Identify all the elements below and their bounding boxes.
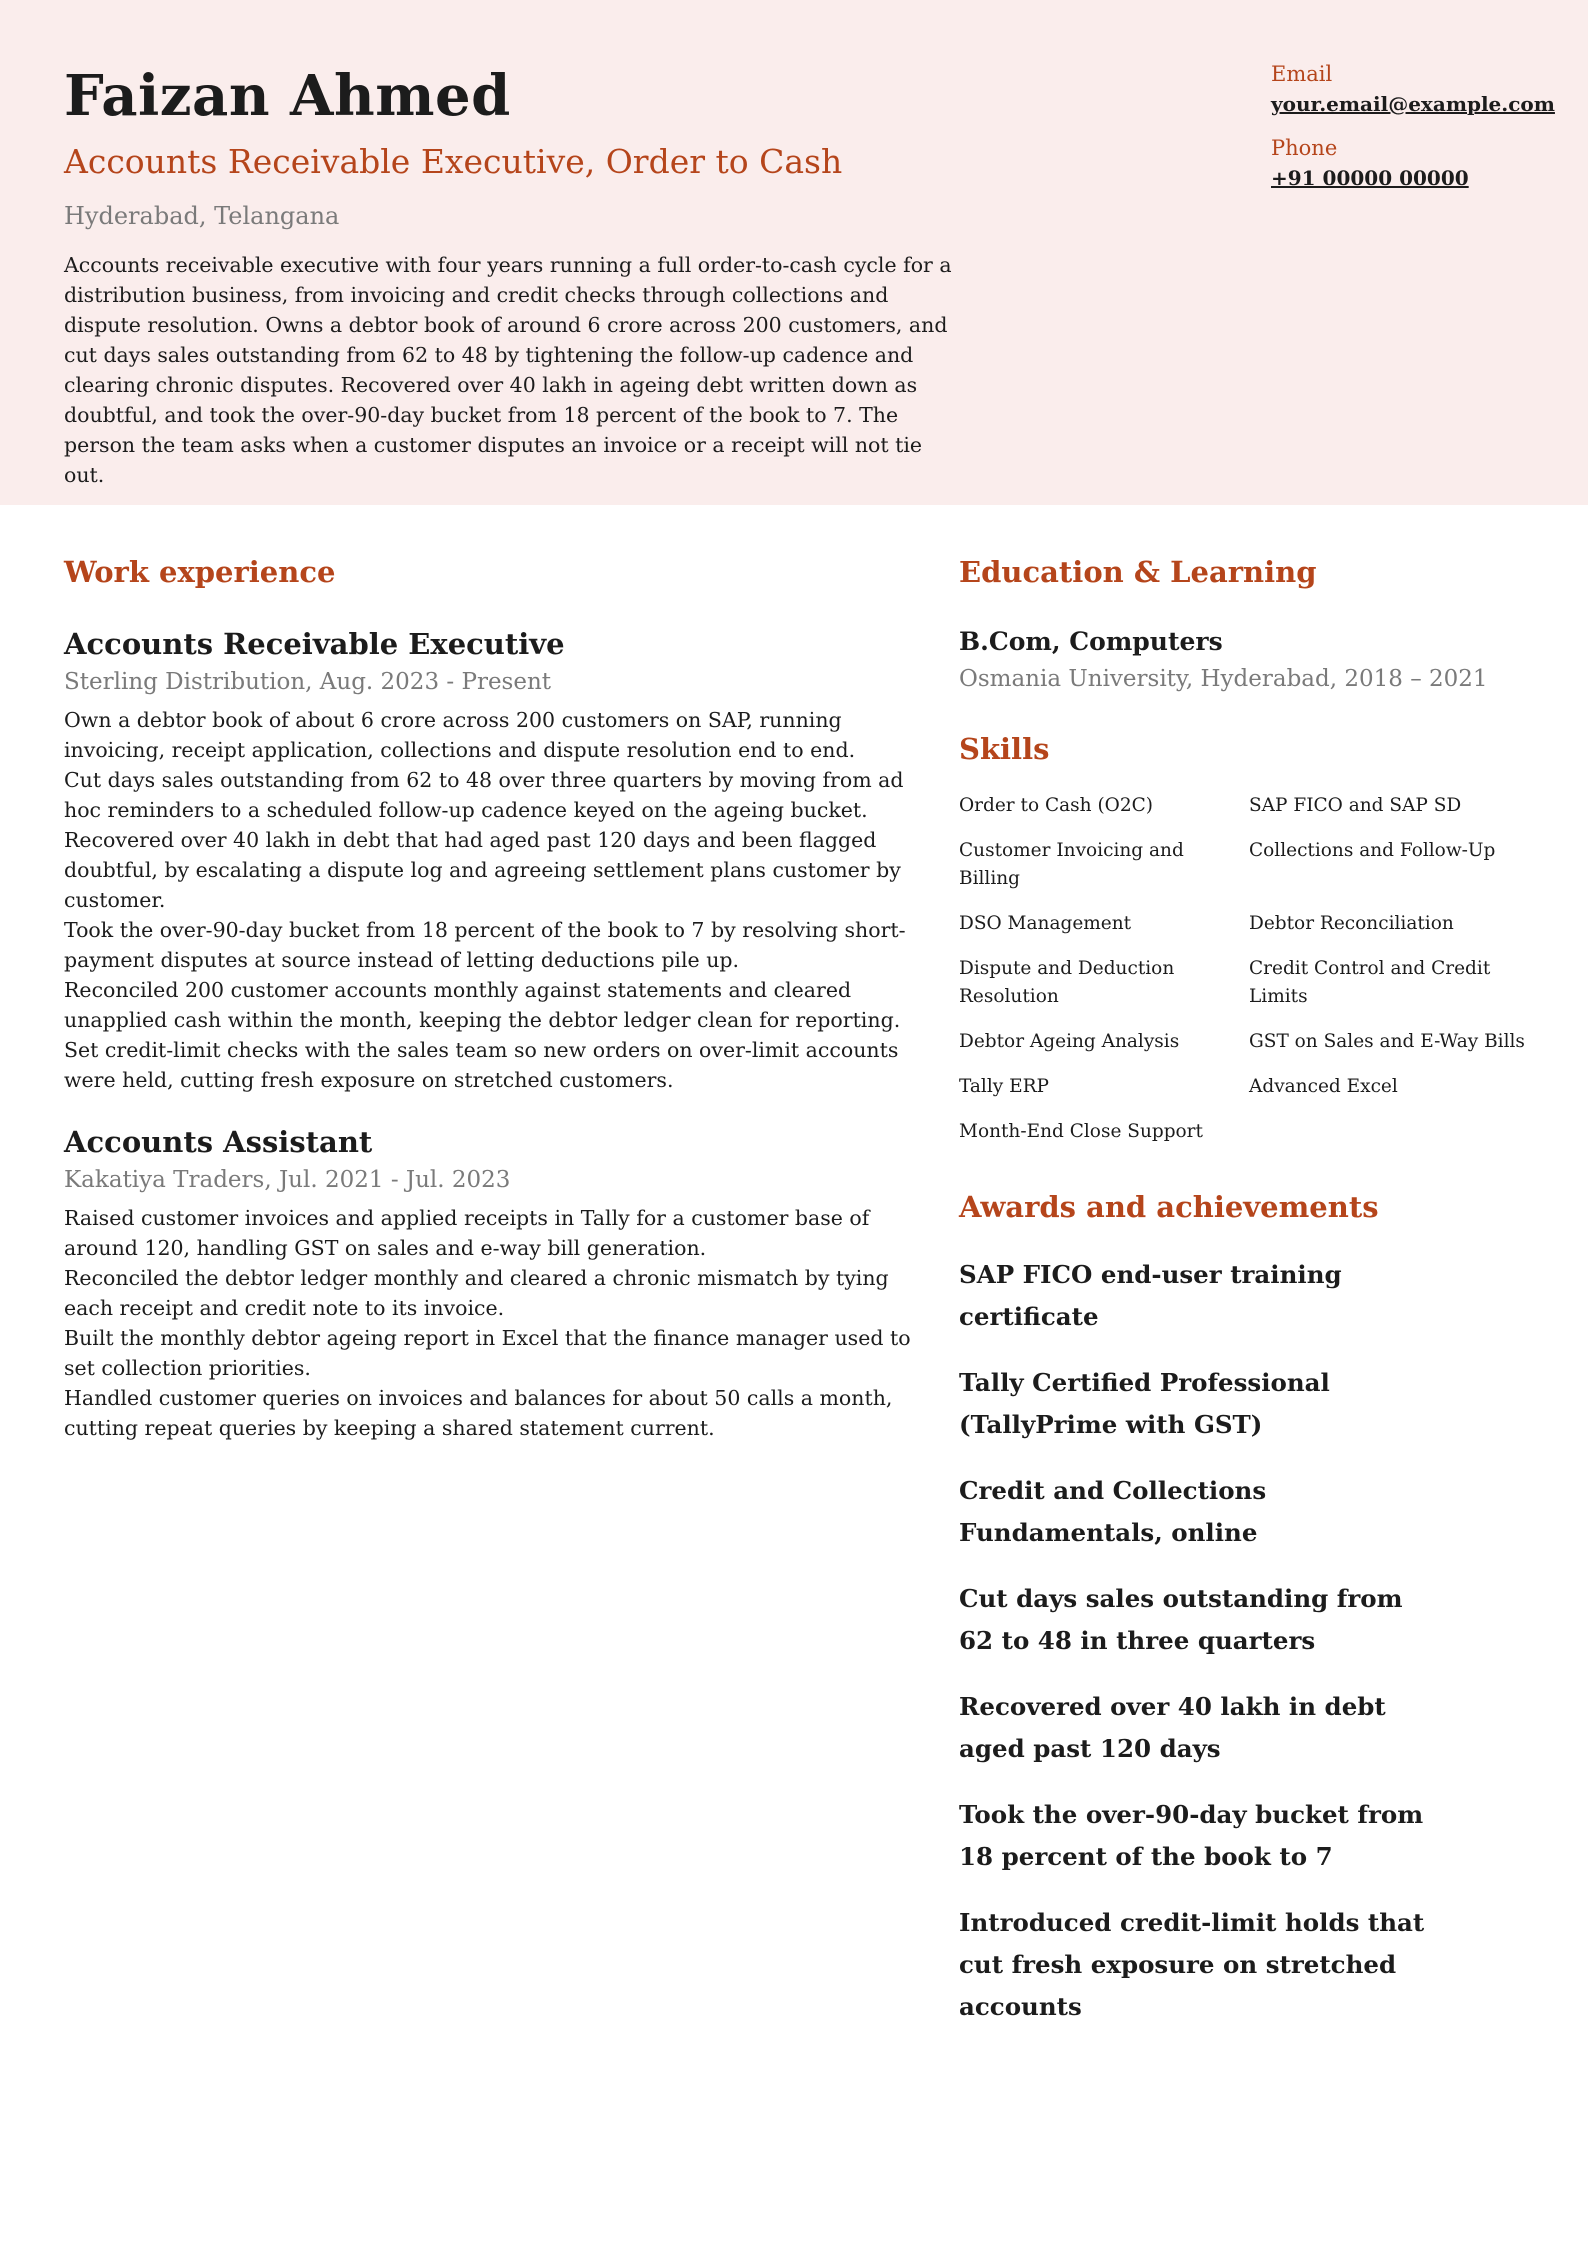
job-meta: Kakatiya Traders, Jul. 2021 - Jul. 2023: [64, 1167, 511, 1193]
sidebar-column: [959, 555, 1539, 2028]
skill-item: Month-End Close Support: [959, 1121, 1203, 1142]
job-bullet: Own a debtor book of about 6 crore across 200 customers on SAP, running invoicing, receipt application, collections and dispute resolution end to end.: [64, 708, 856, 762]
skills-grid: [959, 792, 1539, 1146]
awards-list: [959, 1254, 1539, 2028]
job-entry: [64, 1125, 924, 1443]
job-bullet: Raised customer invoices and applied receipts in Tally for a customer base of around 120, handling GST on sales and e-way bill generation.: [64, 1206, 870, 1260]
candidate-name: Faizan Ahmed: [64, 63, 511, 129]
education-section-title: Education & Learning: [959, 555, 1317, 589]
job-meta: Sterling Distribution, Aug. 2023 - Present: [64, 669, 552, 695]
skill-item: Debtor Ageing Analysis: [959, 1031, 1180, 1052]
email-link[interactable]: your.email@example.com: [1271, 92, 1555, 116]
award-item: Credit and Collections Fundamentals, online: [959, 1476, 1267, 1547]
job-bullet: Reconciled the debtor ledger monthly and cleared a chronic mismatch by tying each receipt and credit note to its invoice.: [64, 1266, 889, 1320]
skill-item: DSO Management: [959, 913, 1132, 934]
job-bullets: [64, 705, 924, 1095]
skill-item: Dispute and Deduction Resolution: [959, 958, 1175, 1007]
skill-item: Customer Invoicing and Billing: [959, 840, 1184, 889]
phone-group: [1271, 136, 1555, 190]
job-bullets: [64, 1203, 924, 1443]
job-bullet: Recovered over 40 lakh in debt that had aged past 120 days and been flagged doubtful, by escalating a dispute log and agreeing settlement plans customer by customer.: [64, 828, 901, 912]
education-meta: Osmania University, Hyderabad, 2018 – 2021: [959, 666, 1488, 692]
skill-item: Credit Control and Credit Limits: [1249, 958, 1491, 1007]
job-bullet: Built the monthly debtor ageing report in Excel that the finance manager used to set collection priorities.: [64, 1326, 911, 1380]
skill-item: Collections and Follow-Up: [1249, 840, 1496, 861]
job-entry: [64, 627, 924, 1095]
candidate-location: Hyderabad, Telangana: [64, 201, 340, 230]
candidate-headline: Accounts Receivable Executive, Order to Cash: [64, 142, 843, 182]
job-bullet: Cut days sales outstanding from 62 to 48 over three quarters by moving from ad hoc reminders to a scheduled follow-up cadence keyed on the ageing bucket.: [64, 768, 904, 822]
award-item: SAP FICO end-user training certificate: [959, 1260, 1342, 1331]
skill-item: Order to Cash (O2C): [959, 795, 1153, 816]
award-item: Tally Certified Professional (TallyPrime with GST): [959, 1368, 1330, 1439]
award-item: Introduced credit-limit holds that cut fresh exposure on stretched accounts: [959, 1908, 1425, 2021]
award-item: Recovered over 40 lakh in debt aged past 120 days: [959, 1692, 1386, 1763]
contact-block: [1271, 62, 1555, 190]
phone-link[interactable]: +91 00000 00000: [1271, 166, 1469, 190]
award-item: Cut days sales outstanding from 62 to 48 in three quarters: [959, 1584, 1403, 1655]
phone-label: Phone: [1271, 136, 1338, 160]
job-title: Accounts Receivable Executive: [64, 627, 565, 661]
work-section-title: Work experience: [64, 555, 336, 589]
award-item: Took the over-90-day bucket from 18 percent of the book to 7: [959, 1800, 1424, 1871]
skill-item: Advanced Excel: [1249, 1076, 1398, 1097]
resume-header: [0, 0, 1588, 505]
job-bullet: Handled customer queries on invoices and balances for about 50 calls a month, cutting repeat queries by keeping a shared statement current.: [64, 1386, 893, 1440]
job-bullet: Took the over-90-day bucket from 18 percent of the book to 7 by resolving short-payment disputes at source instead of letting deductions pile up.: [64, 918, 906, 972]
skills-section-title: Skills: [959, 732, 1050, 766]
awards-section-title: Awards and achievements: [959, 1190, 1379, 1224]
skill-item: Debtor Reconciliation: [1249, 913, 1454, 934]
skill-item: Tally ERP: [959, 1076, 1049, 1097]
email-label: Email: [1271, 62, 1333, 86]
email-group: [1271, 62, 1555, 116]
job-bullet: Set credit-limit checks with the sales team so new orders on over-limit accounts were held, cutting fresh exposure on stretched customers.: [64, 1038, 899, 1092]
work-column: [64, 555, 924, 1443]
job-title: Accounts Assistant: [64, 1125, 373, 1159]
profile-summary: Accounts receivable executive with four years running a full order-to-cash cycle for a distribution business, from invoicing and credit checks through collections and dispute resolution. Owns a debtor book of around 6 crore across 200 customers, and cut days sales outstanding from 62 to 48 by tightening the follow-up cadence and clearing chronic disputes. Recovered over 40 lakh in ageing debt written down as doubtful, and took the over-90-day bucket from 18 percent of the book to 7. The person the team asks when a customer disputes an invoice or a receipt will not tie out.: [64, 252, 952, 487]
skill-item: SAP FICO and SAP SD: [1249, 795, 1462, 816]
job-bullet: Reconciled 200 customer accounts monthly against statements and cleared unapplied cash within the month, keeping the debtor ledger clean for reporting.: [64, 978, 901, 1032]
skill-item: GST on Sales and E-Way Bills: [1249, 1031, 1525, 1052]
education-entry: [959, 627, 1539, 692]
education-degree: B.Com, Computers: [959, 627, 1223, 656]
